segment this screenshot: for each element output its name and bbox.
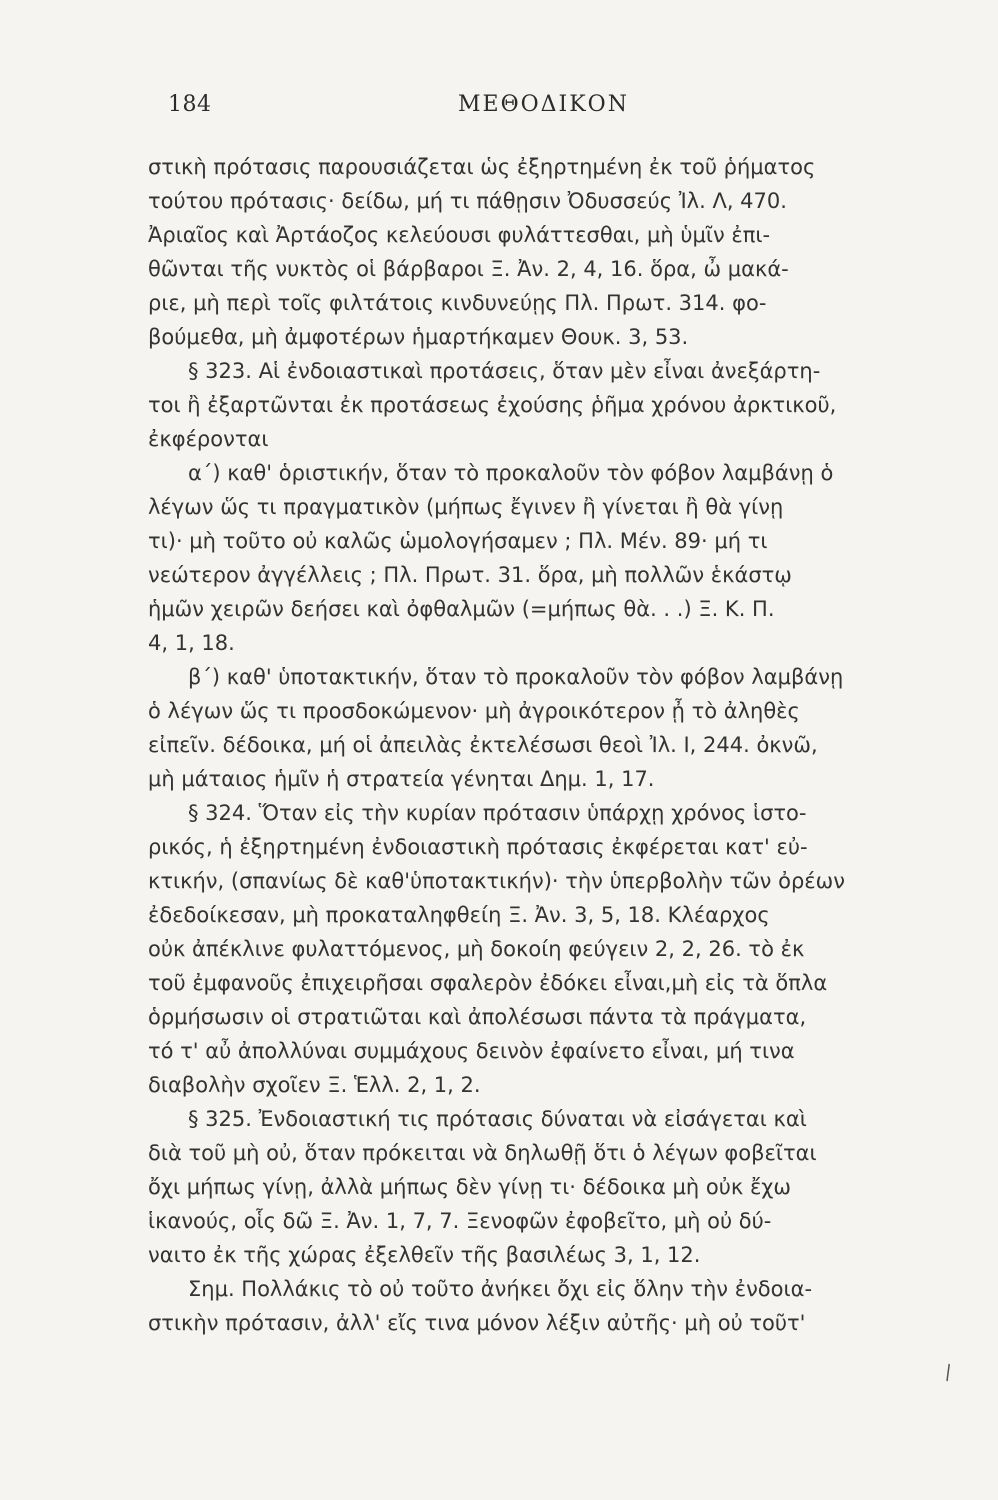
text-line: κτικήν, (σπανίως δὲ καθ'ὑποτακτικήν)· τὴν ὑπερβολὴν τῶν ὀρέων: [148, 869, 845, 893]
text-line: ἐδεδοίκεσαν, μὴ προκαταληφθείη Ξ. Ἀν. 3, 5, 18. Κλέαρχος: [148, 903, 770, 927]
page-number: 184: [168, 92, 212, 117]
text-line: βούμεθα, μὴ ἀμφοτέρων ἡμαρτήκαμεν Θουκ. 3, 53.: [148, 325, 689, 349]
text-line: τό τ' αὖ ἀπολλύναι συμμάχους δεινὸν ἐφαίνετο εἶναι, μή τινα: [148, 1039, 795, 1063]
text-line: στικὴν πρότασιν, ἀλλ' εἴς τινα μόνον λέξιν αὐτῆς· μὴ οὐ τοῦτ': [148, 1311, 806, 1335]
section-325-heading: § 325. Ἐνδοιαστική τις πρότασις δύναται νὰ εἰσάγεται καὶ: [188, 1107, 807, 1131]
text-line: τούτου πρότασις· δείδω, μή τι πάθῃσιν Ὀδυσσεύς Ἰλ. Λ, 470.: [148, 189, 787, 213]
text-line: τοι ἢ ἐξαρτῶνται ἐκ προτάσεως ἐχούσης ῥῆμα χρόνου ἀρκτικοῦ,: [148, 393, 837, 417]
text-line: ὁ λέγων ὥς τι προσδοκώμενον· μὴ ἀγροικότερον ᾖ τὸ ἀληθὲς: [148, 699, 800, 723]
text-line: ἡμῶν χειρῶν δεήσει καὶ ὀφθαλμῶν (=μήπως θὰ. . .) Ξ. Κ. Π.: [148, 597, 775, 621]
text-line: ρικός, ἡ ἐξηρτημένη ἐνδοιαστικὴ πρότασις ἐκφέρεται κατ' εὐ-: [148, 835, 808, 859]
text-line: ναιτο ἐκ τῆς χώρας ἐξελθεῖν τῆς βασιλέως 3, 1, 12.: [148, 1243, 701, 1267]
note-heading: Σημ. Πολλάκις τὸ οὐ τοῦτο ἀνήκει ὄχι εἰς ὅλην τὴν ἐνδοια-: [188, 1277, 813, 1301]
text-line: οὐκ ἀπέκλινε φυλαττόμενος, μὴ δοκοίη φεύγειν 2, 2, 26. τὸ ἐκ: [148, 937, 805, 961]
section-323-heading: § 323. Αἱ ἐνδοιαστικαὶ προτάσεις, ὅταν μὲν εἶναι ἀνεξάρτη-: [188, 359, 821, 383]
text-line: λέγων ὥς τι πραγματικὸν (μήπως ἔγινεν ἢ γίνεται ἢ θὰ γίνῃ: [148, 495, 784, 519]
text-line: τι)· μὴ τοῦτο οὐ καλῶς ὡμολογήσαμεν ; Πλ. Μέν. 89· μή τι: [148, 529, 768, 553]
subsection-beta: β΄) καθ' ὑποτακτικήν, ὅταν τὸ προκαλοῦν τὸν φόβον λαμβάνῃ: [188, 665, 844, 689]
subsection-alpha: α΄) καθ' ὁριστικήν, ὅταν τὸ προκαλοῦν τὸν φόβον λαμβάνῃ ὁ: [188, 461, 834, 485]
text-line: ἱκανούς, οἷς δῶ Ξ. Ἀν. 1, 7, 7. Ξενοφῶν ἐφοβεῖτο, μὴ οὐ δύ-: [148, 1209, 772, 1233]
text-line: τοῦ ἐμφανοῦς ἐπιχειρῆσαι σφαλερὸν ἐδόκει εἶναι,μὴ εἰς τὰ ὅπλα: [148, 971, 828, 995]
text-line: θῶνται τῆς νυκτὸς οἱ βάρβαροι Ξ. Ἀν. 2, 4, 16. ὅρα, ὦ μακά-: [148, 257, 789, 281]
text-line: εἰπεῖν. δέδοικα, μή οἱ ἀπειλὰς ἐκτελέσωσι θεοὶ Ἰλ. Ι, 244. ὀκνῶ,: [148, 733, 818, 757]
running-title: ΜΕΘΟΔΙΚΟΝ: [458, 92, 629, 117]
text-line: μὴ μάταιος ἡμῖν ἡ στρατεία γένηται Δημ. 1, 17.: [148, 767, 655, 791]
margin-tick-mark: \: [940, 1359, 957, 1385]
text-line: διαβολὴν σχοῖεν Ξ. Ἑλλ. 2, 1, 2.: [148, 1073, 481, 1097]
text-line: διὰ τοῦ μὴ οὐ, ὅταν πρόκειται νὰ δηλωθῇ ὅτι ὁ λέγων φοβεῖται: [148, 1141, 817, 1165]
section-324-heading: § 324. Ὅταν εἰς τὴν κυρίαν πρότασιν ὑπάρχῃ χρόνος ἱστο-: [188, 801, 807, 825]
text-line: ἐκφέρονται: [148, 427, 269, 451]
text-line: νεώτερον ἀγγέλλεις ; Πλ. Πρωτ. 31. ὅρα, μὴ πολλῶν ἑκάστῳ: [148, 563, 792, 587]
text-line: ὄχι μήπως γίνῃ, ἀλλὰ μήπως δὲν γίνῃ τι· δέδοικα μὴ οὐκ ἔχω: [148, 1175, 792, 1199]
text-line: στικὴ πρότασις παρουσιάζεται ὡς ἐξηρτημένη ἐκ τοῦ ῥήματος: [148, 155, 816, 179]
text-line: ριε, μὴ περὶ τοῖς φιλτάτοις κινδυνεύῃς Πλ. Πρωτ. 314. φο-: [148, 291, 767, 315]
text-line: Ἀριαῖος καὶ Ἀρτάοζος κελεύουσι φυλάττεσθαι, μὴ ὑμῖν ἐπι-: [148, 223, 771, 247]
body-text: [148, 150, 908, 1340]
page-header: [168, 92, 906, 132]
text-line: 4, 1, 18.: [148, 631, 235, 655]
text-line: ὁρμήσωσιν οἱ στρατιῶται καὶ ἀπολέσωσι πάντα τὰ πράγματα,: [148, 1005, 807, 1029]
